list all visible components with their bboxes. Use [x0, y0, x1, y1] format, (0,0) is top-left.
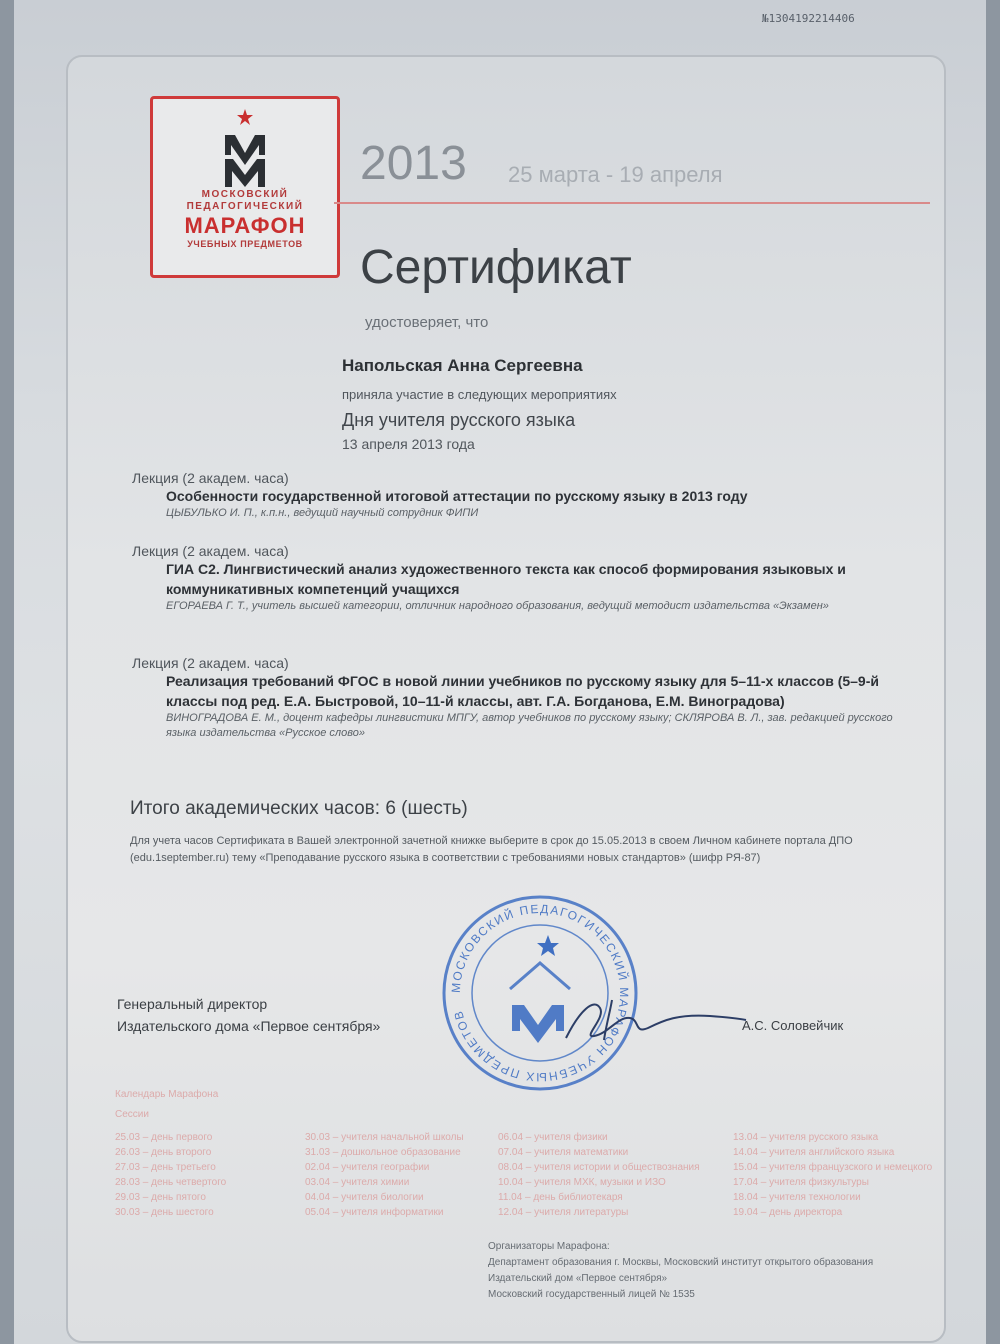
- signatory-name: А.С. Соловейчик: [742, 1018, 844, 1033]
- schedule-item: 30.03 – учителя начальной школы: [305, 1132, 464, 1143]
- schedule-item: 27.03 – день третьего: [115, 1162, 216, 1173]
- schedule-item: 31.03 – дошкольное образование: [305, 1147, 461, 1158]
- lecture-block: [132, 470, 902, 521]
- logo-mark-icon: [215, 107, 275, 189]
- logo-line-1: МОСКОВСКИЙ: [201, 189, 289, 200]
- organizer-line: Московский государственный лицей № 1535: [488, 1289, 695, 1300]
- schedule-item: 11.04 – день библиотекаря: [498, 1192, 623, 1203]
- lecture-type: Лекция (2 академ. часа): [132, 543, 289, 559]
- lecture-title: ГИА С2. Лингвистический анализ художественного текста как способ формирования языковых и коммуникативных компетенций учащихся: [166, 561, 846, 597]
- logo-line-4: УЧЕБНЫХ ПРЕДМЕТОВ: [187, 239, 303, 249]
- credit-note: Для учета часов Сертификата в Вашей электронной зачетной книжке выберите в срок до 15.05.2013 в своем Личном кабинете портала ДПО (edu.1september.ru) тему «Преподавание русского языка в соответствии с требованиями новых стандартов» (шифр РЯ-87): [130, 835, 853, 864]
- lecture-block: [132, 543, 902, 614]
- lecture-type: Лекция (2 академ. часа): [132, 470, 289, 486]
- organizer-line: Департамент образования г. Москвы, Московский институт открытого образования: [488, 1257, 874, 1268]
- header-year: 2013: [360, 137, 467, 190]
- certifies-text: удостоверяет, что: [365, 314, 489, 331]
- lecture-author: ЦЫБУЛЬКО И. П., к.п.н., ведущий научный сотрудник ФИПИ: [166, 507, 479, 519]
- serial-number: №1304192214406: [762, 12, 855, 25]
- schedule-column: [498, 1130, 700, 1220]
- lecture-author: ВИНОГРАДОВА Е. М., доцент кафедры лингвистики МПГУ, автор учебников по русскому языку; СКЛЯРОВА В. Л., зав. редакцией русского языка издательства «Русское слово»: [166, 712, 893, 739]
- schedule-item: 25.03 – день первого: [115, 1132, 213, 1143]
- lecture-author: ЕГОРАЕВА Г. Т., учитель высшей категории, отличник народного образования, ведущий методист издательства «Экзамен»: [166, 600, 829, 612]
- schedule-item: 19.04 – день директора: [733, 1207, 843, 1218]
- schedule-item: 12.04 – учителя литературы: [498, 1207, 629, 1218]
- participation-text: приняла участие в следующих мероприятиях: [342, 387, 617, 402]
- schedule-item: 17.04 – учителя физкультуры: [733, 1177, 869, 1188]
- lecture-title: Особенности государственной итоговой аттестации по русскому языку в 2013 году: [166, 488, 748, 504]
- schedule-item: 28.03 – день четвертого: [115, 1177, 227, 1188]
- header-dates: 25 марта - 19 апреля: [508, 162, 723, 187]
- organizer-line: Издательский дом «Первое сентября»: [488, 1273, 668, 1284]
- schedule-item: 05.04 – учителя информатики: [305, 1207, 444, 1218]
- schedule-item: 29.03 – день пятого: [115, 1192, 206, 1203]
- schedule-item: 07.04 – учителя математики: [498, 1147, 629, 1158]
- schedule-column: [305, 1130, 464, 1220]
- schedule-heading: Календарь Марафона: [115, 1089, 219, 1100]
- schedule-subheading: Сессии: [115, 1109, 149, 1120]
- schedule-column: [733, 1130, 932, 1220]
- schedule-column: [115, 1130, 226, 1220]
- event-date: 13 апреля 2013 года: [342, 436, 475, 452]
- schedule-item: 15.04 – учителя французского и немецкого: [733, 1162, 933, 1173]
- schedule-item: 14.04 – учителя английского языка: [733, 1147, 895, 1158]
- signatory-position: [117, 993, 380, 1037]
- marathon-logo: [150, 96, 340, 278]
- lecture-type: Лекция (2 академ. часа): [132, 655, 289, 671]
- schedule-item: 13.04 – учителя русского языка: [733, 1132, 879, 1143]
- schedule-item: 04.04 – учителя биологии: [305, 1192, 424, 1203]
- header-divider: [334, 202, 930, 204]
- schedule-item: 03.04 – учителя химии: [305, 1177, 410, 1188]
- schedule-item: 30.03 – день шестого: [115, 1207, 214, 1218]
- schedule-item: 08.04 – учителя истории и обществознания: [498, 1162, 700, 1173]
- signatory-position-line-2: Издательского дома «Первое сентября»: [117, 1018, 381, 1034]
- recipient-name: Напольская Анна Сергеевна: [342, 356, 583, 375]
- schedule-item: 18.04 – учителя технологии: [733, 1192, 861, 1203]
- logo-line-3: МАРАФОН: [184, 213, 306, 238]
- schedule-item: 06.04 – учителя физики: [498, 1132, 608, 1143]
- organizers-heading: Организаторы Марафона:: [488, 1241, 610, 1252]
- organizers-block: [488, 1239, 928, 1303]
- logo-line-2: ПЕДАГОГИЧЕСКИЙ: [186, 201, 304, 212]
- schedule-item: 02.04 – учителя географии: [305, 1162, 430, 1173]
- schedule-item: 26.03 – день второго: [115, 1147, 212, 1158]
- lecture-title: Реализация требований ФГОС в новой линии учебников по русскому языку для 5–11-х классов (5–9-й классы под ред. Е.А. Быстровой, 10–11-й классы, авт. Г.А. Богданова, Е.М. Виноградова): [166, 673, 879, 709]
- certificate-title: Сертификат: [360, 241, 632, 294]
- event-title: Дня учителя русского языка: [342, 410, 576, 430]
- signatory-position-line-1: Генеральный директор: [117, 996, 268, 1012]
- director-signature: [560, 990, 750, 1050]
- schedule-item: 10.04 – учителя МХК, музыки и ИЗО: [498, 1177, 666, 1188]
- seal-ring-text: МОСКОВСКИЙ ПЕДАГОГИЧЕСКИЙ МАРАФОН УЧЕБНЫХ ПРЕДМЕТОВ: [448, 901, 632, 1085]
- total-hours: Итого академических часов: 6 (шесть): [130, 798, 468, 819]
- lecture-block: [132, 655, 902, 741]
